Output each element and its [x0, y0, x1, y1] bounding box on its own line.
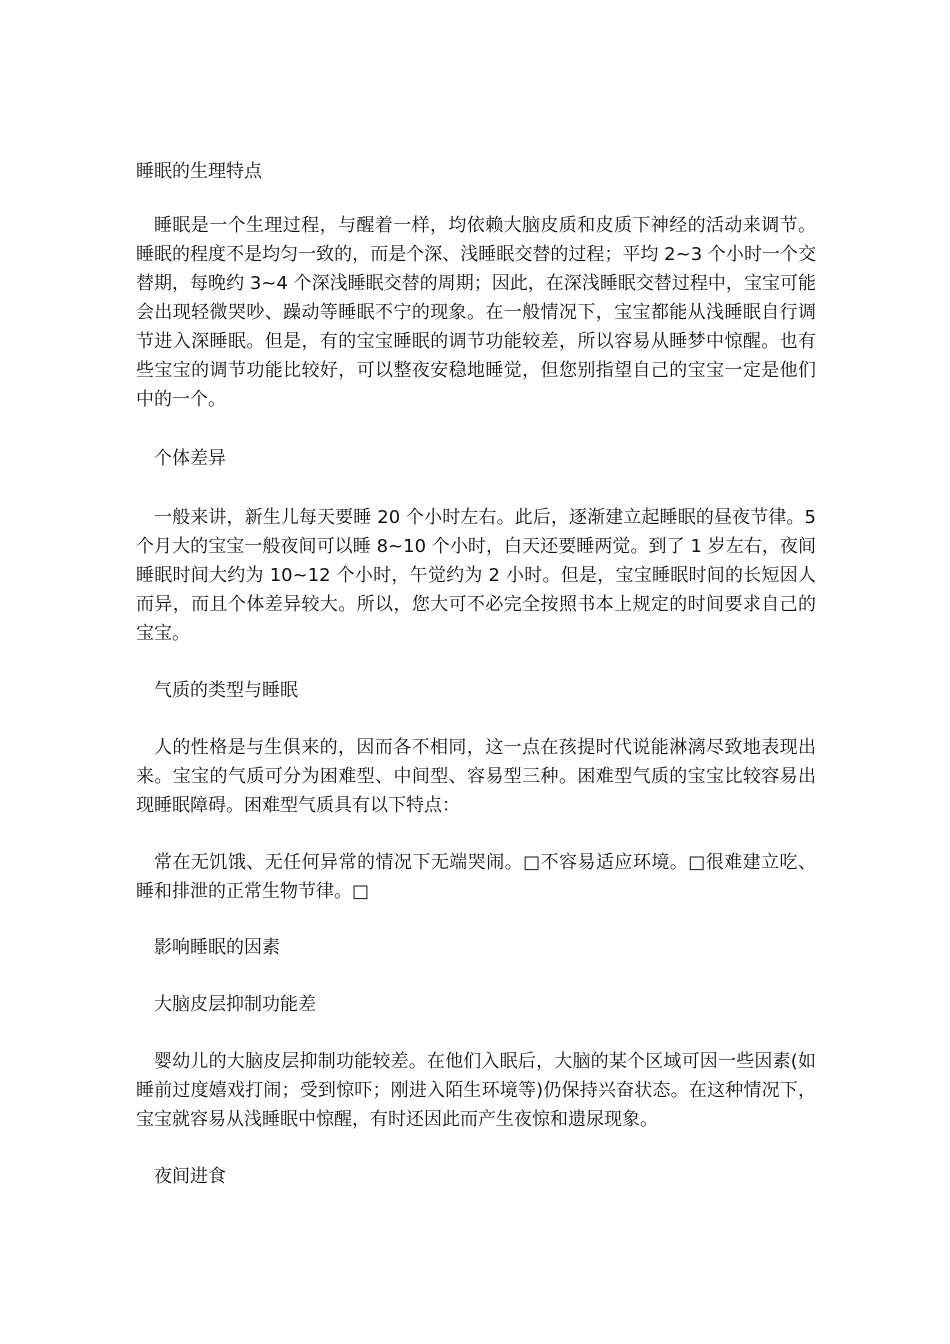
section-heading-temperament: 气质的类型与睡眠	[154, 680, 298, 701]
paragraph-temperament: 人的性格是与生俱来的，因而各不相同，这一点在孩提时代说能淋漓尽致地表现出来。宝宝的气质可分为困难型、中间型、容易型三种。困难型气质的宝宝比较容易出现睡眠障碍。困难型气质具有以下特点：	[136, 737, 816, 816]
paragraph-cortex-inhibition: 婴幼儿的大脑皮层抑制功能较差。在他们入眠后，大脑的某个区域可因一些因素(如睡前过度嬉戏打闹；受到惊吓；刚进入陌生环境等)仍保持兴奋状态。在这种情况下，宝宝就容易从浅睡眠中惊醒，有时还因此而产生夜惊和遗尿现象。	[136, 1051, 816, 1130]
section-heading-cortex-inhibition: 大脑皮层抑制功能差	[154, 994, 316, 1015]
paragraph-difficult-traits: 常在无饥饿、无任何异常的情况下无端哭闹。□不容易适应环境。□很难建立吃、睡和排泄的正常生物节律。□	[136, 852, 816, 902]
paragraph-sleep-physiology: 睡眠是一个生理过程，与醒着一样，均依赖大脑皮质和皮质下神经的活动来调节。睡眠的程度不是均匀一致的，而是个深、浅睡眠交替的过程；平均 2~3 个小时一个交替期，每晚约 3~4 个深浅睡眠交替的周期；因此，在深浅睡眠交替过程中，宝宝可能会出现轻微哭吵、躁动等睡眠不宁的现象。在一般情况下，宝宝都能从浅睡眠自行调节进入深睡眠。但是，有的宝宝睡眠的调节功能较差，所以容易从睡梦中惊醒。也有些宝宝的调节功能比较好，可以整夜安稳地睡觉，但您别指望自己的宝宝一定是他们中的一个。	[136, 215, 816, 410]
section-heading-individual-differences: 个体差异	[154, 448, 226, 469]
section-heading-sleep-factors: 影响睡眠的因素	[154, 937, 280, 958]
section-heading-night-feeding: 夜间进食	[154, 1166, 226, 1187]
paragraph-individual-differences: 一般来讲，新生儿每天要睡 20 个小时左右。此后，逐渐建立起睡眠的昼夜节律。5 个月大的宝宝一般夜间可以睡 8~10 个小时，白天还要睡两觉。到了 1 岁左右，夜间睡眠时间大约为 10~12 个小时，午觉约为 2 小时。但是，宝宝睡眠时间的长短因人而异，而且个体差异较大。所以，您大可不必完全按照书本上规定的时间要求自己的宝宝。	[136, 507, 816, 644]
section-heading-sleep-physiology: 睡眠的生理特点	[136, 161, 262, 182]
